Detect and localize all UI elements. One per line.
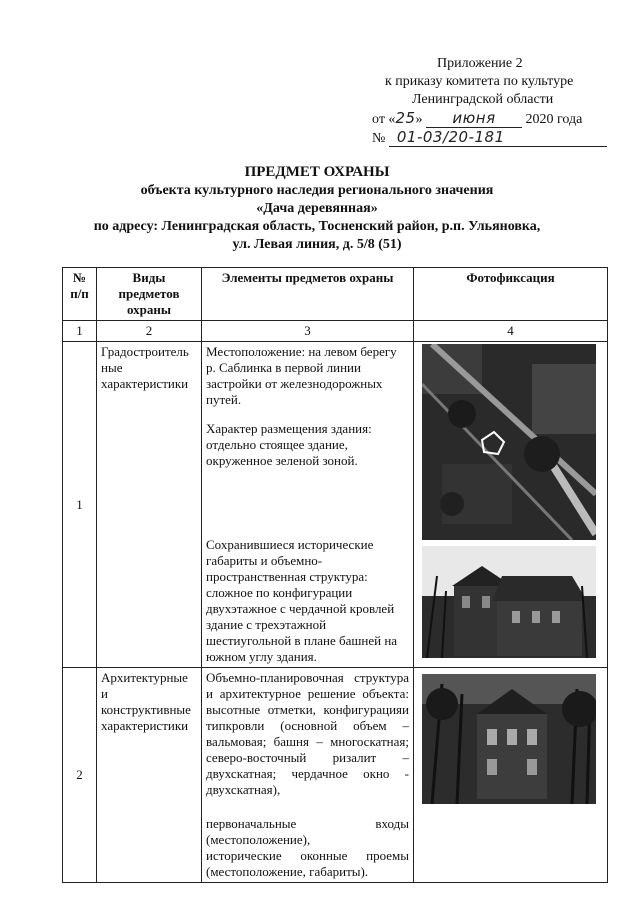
index-cell: 3 [202, 321, 414, 342]
title-name: «Дача деревянная» [256, 201, 378, 216]
header-photos: Фотофиксация [414, 268, 608, 321]
index-cell: 1 [63, 321, 97, 342]
date-prefix: от « [372, 112, 396, 127]
table-header-row [63, 268, 608, 321]
index-cell: 2 [97, 321, 202, 342]
order-date [372, 109, 582, 129]
aerial-map-photo [422, 344, 596, 540]
element-structure: Объемно-планировочная структура и архитектурное решение объекта: высотные отметки, конфигурацияи типкровли (основной объем – вальмовая; башня – многоскатная; северо-восточный ризалит – двухскатная; чердачное окно - двухскатная), [206, 670, 409, 797]
row-elements [202, 342, 414, 668]
title-street: ул. Левая линия, д. 5/8 (51) [232, 237, 402, 252]
table-row [63, 668, 608, 883]
row-photos [414, 342, 608, 668]
title-address: по адресу: Ленинградская область, Тосненский район, р.п. Ульяновка, [93, 219, 541, 234]
row-number: 2 [63, 668, 97, 883]
date-month-handwritten: июня [426, 109, 522, 128]
row-type: Архитектурные и конструктивные характеристики [97, 668, 202, 883]
table-row [63, 342, 608, 668]
order-number [372, 128, 607, 148]
element-windows: исторические оконные проемы (местоположение, габариты). [206, 848, 409, 879]
table-index-row [63, 321, 608, 342]
row-number: 1 [63, 342, 97, 668]
order-reference: к приказу комитета по культуре [385, 74, 574, 89]
header-types: Виды предметов охраны [97, 268, 202, 321]
element-dimensions: Сохранившиеся исторические габариты и объемно-пространственная структура: сложное по конфигурации двухэтажное с чердачной кровлей здание с трехэтажной шестиугольной в плане башней на южном углу здания. [206, 537, 398, 664]
element-placement: Характер размещения здания: отдельно стоящее здание, окруженное зеленой зоной. [206, 421, 372, 468]
header-number: № п/п [63, 268, 97, 321]
date-quote: » [415, 112, 423, 127]
element-location: Местоположение: на левом берегу р. Саблинка в первой линии застройки от железнодорожных путей. [206, 344, 397, 407]
element-entrances: первоначальные входы (местоположение), [206, 816, 409, 847]
header-elements: Элементы предметов охраны [202, 268, 414, 321]
number-sign: № [372, 131, 386, 146]
row-elements [202, 668, 414, 883]
region-label: Ленинградской области [412, 92, 554, 107]
title-object: объекта культурного наследия регионального значения [140, 183, 494, 198]
building-photo [422, 546, 596, 658]
date-day-handwritten: 25 [395, 109, 416, 127]
protection-subject-table [62, 267, 608, 883]
date-year: 2020 года [525, 112, 583, 127]
document-title: ПРЕДМЕТ ОХРАНЫ [244, 164, 390, 180]
facade-photo [422, 674, 596, 804]
row-type: Градостроитель ные характеристики [97, 342, 202, 668]
index-cell: 4 [414, 321, 608, 342]
number-handwritten: 01-03/20-181 [389, 128, 607, 147]
row-photos [414, 668, 608, 883]
appendix-label: Приложение 2 [437, 56, 523, 71]
